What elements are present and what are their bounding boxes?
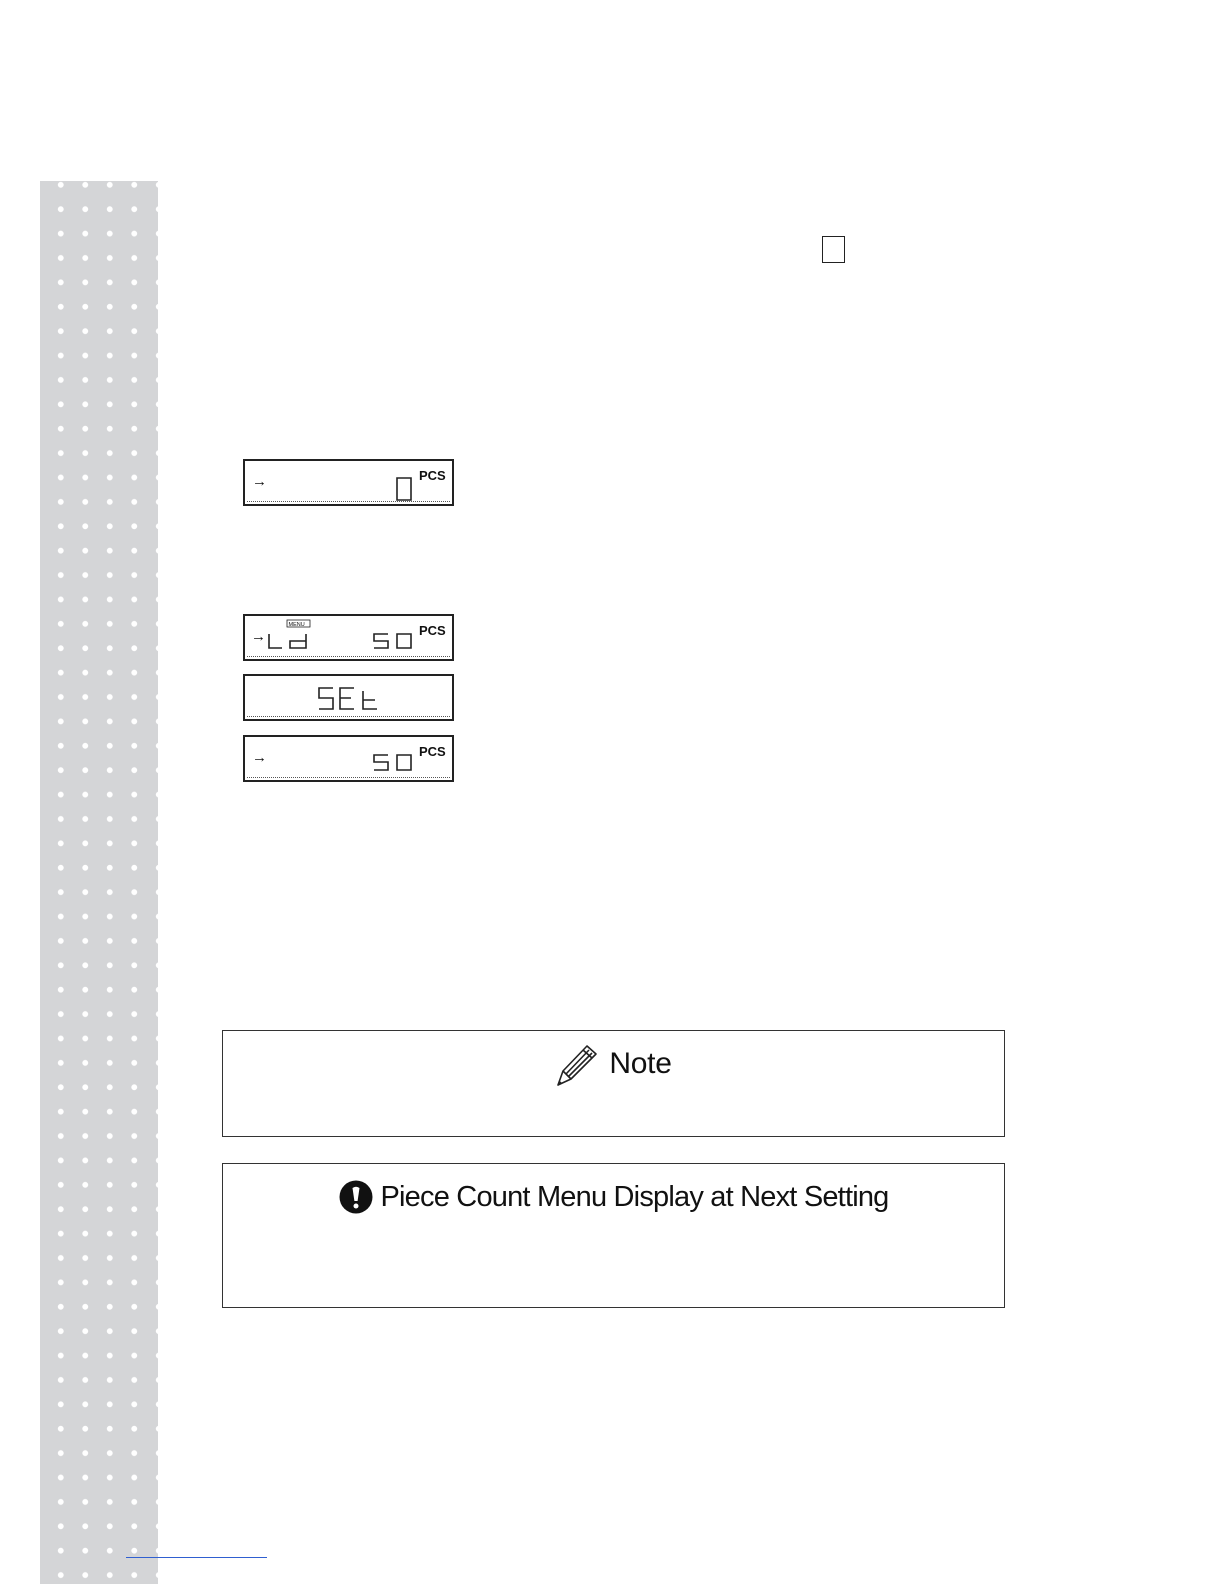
pencil-icon — [555, 1041, 599, 1087]
seven-segment-ld — [269, 634, 306, 648]
lcd-display-load — [243, 614, 454, 661]
unit-label: PCS — [419, 623, 446, 638]
seven-segment-set — [319, 688, 377, 709]
seven-segment-value — [397, 478, 411, 500]
lcd-graphic — [245, 616, 456, 663]
exclamation-circle-icon — [339, 1180, 373, 1214]
seven-segment-value — [374, 634, 411, 648]
lcd-display-fifty — [243, 735, 454, 782]
warning-heading — [223, 1180, 1004, 1214]
warning-box — [222, 1163, 1005, 1308]
lcd-graphic — [245, 461, 456, 508]
lcd-display-set — [243, 674, 454, 721]
menu-label: MENU — [288, 622, 305, 628]
note-heading — [223, 1041, 1004, 1087]
dotted-sidebar — [40, 181, 158, 1584]
note-box — [222, 1030, 1005, 1137]
arrow-indicator-icon: → — [252, 473, 267, 490]
warning-title: Piece Count Menu Display at Next Setting — [380, 1180, 889, 1213]
note-title: Note — [609, 1047, 672, 1080]
seven-segment-value — [374, 755, 411, 770]
lcd-graphic — [245, 737, 456, 784]
lcd-display-zero — [243, 459, 454, 506]
checkbox-square — [822, 236, 845, 263]
arrow-indicator-icon: → — [251, 628, 266, 645]
footer-link-underline[interactable] — [126, 1557, 267, 1558]
unit-label: PCS — [419, 744, 446, 759]
lcd-graphic — [245, 676, 456, 723]
unit-label: PCS — [419, 468, 446, 483]
arrow-indicator-icon: → — [252, 749, 267, 766]
